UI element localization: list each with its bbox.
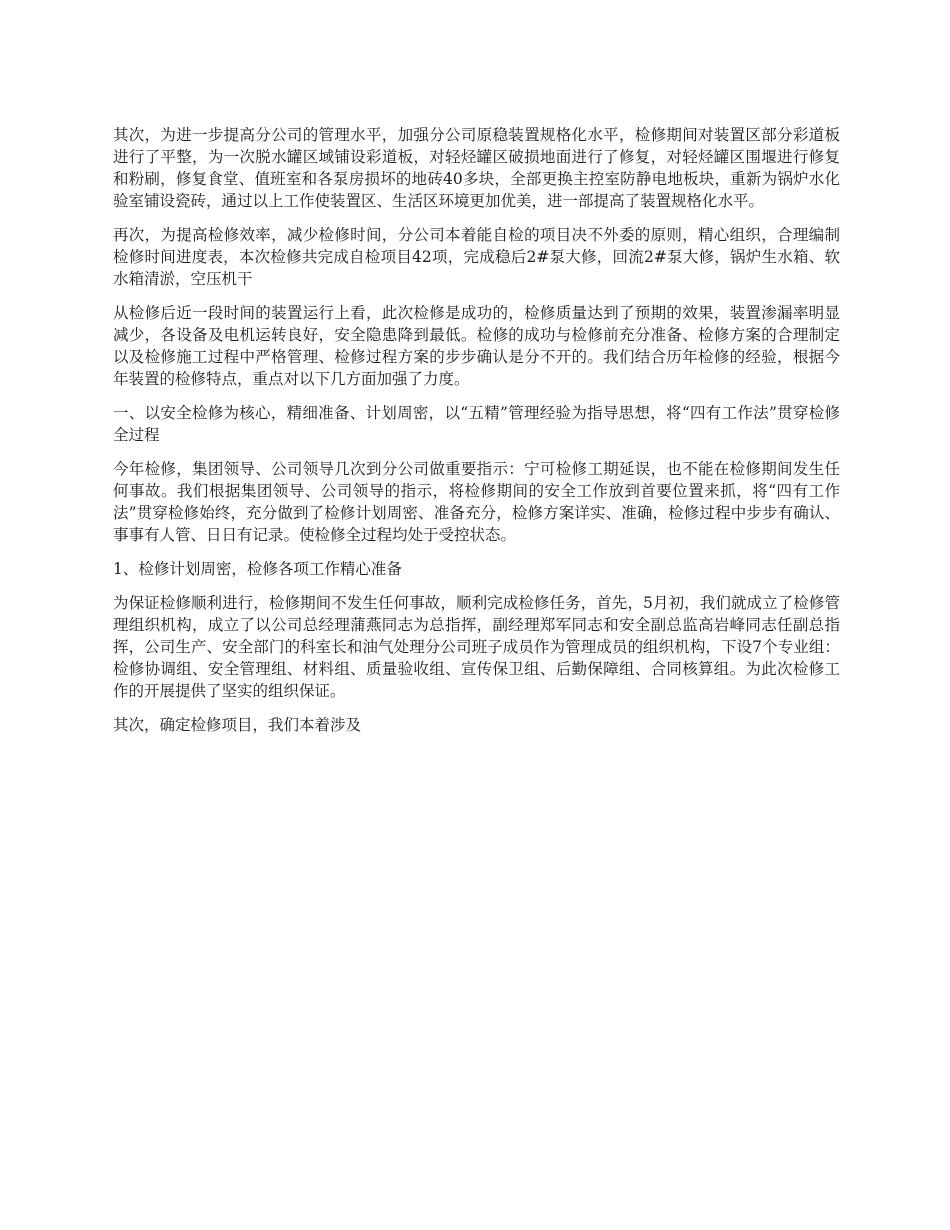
paragraph-self-inspection: 再次，为提高检修效率，减少检修时间，分公司本着能自检的项目决不外委的原则，精心组织，合理编制检修时间进度表，本次检修共完成自检项目42项，完成稳后2#泵大修，回流2#泵大修，锅炉生水箱、软水箱清淤，空压机干 bbox=[113, 226, 840, 288]
paragraph-overhaul-result: 从检修后近一段时间的装置运行上看，此次检修是成功的，检修质量达到了预期的效果，装置渗漏率明显减少，各设备及电机运转良好，安全隐患降到最低。检修的成功与检修前充分准备、检修方案的合理制定以及检修施工过程中严格管理、检修过程方案的步步确认是分不开的。我们结合历年检修的经验，根据今年装置的检修特点，重点对以下几方面加强了力度。 bbox=[113, 304, 840, 388]
document-page bbox=[113, 124, 840, 748]
paragraph-project-scope: 其次，确定检修项目，我们本着涉及 bbox=[113, 716, 362, 734]
section-heading-safety: 一、以安全检修为核心，精细准备、计划周密，以“五精”管理经验为指导思想，将“四有工作法”贯穿检修全过程 bbox=[113, 404, 840, 444]
subsection-heading-planning: 1、检修计划周密，检修各项工作精心准备 bbox=[113, 560, 402, 578]
paragraph-site-improvement: 其次，为进一步提高分公司的管理水平，加强分公司原稳装置规格化水平，检修期间对装置区部分彩道板进行了平整，为一次脱水罐区域铺设彩道板，对轻烃罐区破损地面进行了修复，对轻烃罐区围堰进行修复和粉刷，修复食堂、值班室和各泵房损坏的地砖40多块，全部更换主控室防静电地板块，重新为锅炉水化验室铺设瓷砖，通过以上工作使装置区、生活区环境更加优美，进一部提高了装置规格化水平。 bbox=[113, 126, 840, 210]
paragraph-organization: 为保证检修顺利进行，检修期间不发生任何事故，顺利完成检修任务，首先，5月初，我们就成立了检修管理组织机构，成立了以公司总经理蒲燕同志为总指挥，副经理郑军同志和安全副总监高岩峰同志任副总指挥，公司生产、安全部门的科室长和油气处理分公司班子成员作为管理成员的组织机构，下设7个专业组：检修协调组、安全管理组、材料组、质量验收组、宣传保卫组、后勤保障组、合同核算组。为此次检修工作的开展提供了坚实的组织保证。 bbox=[113, 594, 840, 700]
paragraph-leadership-instruction: 今年检修，集团领导、公司领导几次到分公司做重要指示：宁可检修工期延误，也不能在检修期间发生任何事故。我们根据集团领导、公司领导的指示，将检修期间的安全工作放到首要位置来抓，将“四有工作法”贯穿检修始终，充分做到了检修计划周密、准备充分，检修方案详实、准确，检修过程中步步有确认、事事有人管、日日有记录。使检修全过程均处于受控状态。 bbox=[113, 460, 840, 544]
